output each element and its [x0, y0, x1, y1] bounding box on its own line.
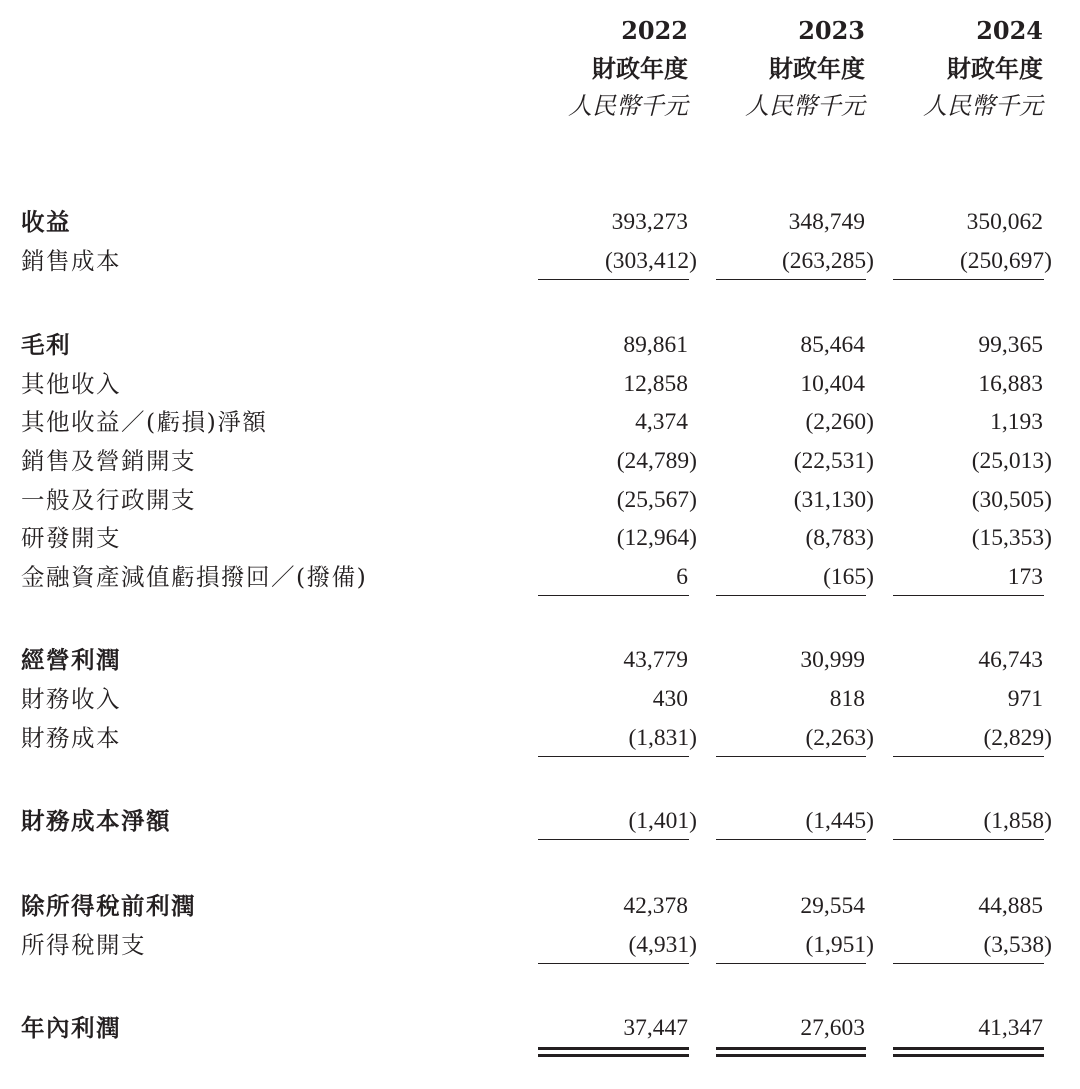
subtotal-rule: [716, 279, 866, 280]
value-cell-2022: (1,401): [628, 808, 697, 834]
value-cell-2023: 27,603: [800, 1015, 865, 1041]
row-label: 其他收入: [21, 370, 121, 398]
row-label: 研發開支: [21, 524, 121, 552]
subtotal-rule: [538, 839, 689, 840]
table-row: [0, 684, 1080, 714]
value-cell-2023: 30,999: [800, 647, 865, 673]
row-label: 一般及行政開支: [21, 486, 196, 514]
value-cell-2024: 46,743: [978, 647, 1043, 673]
value-cell-2024: 44,885: [978, 893, 1043, 919]
value-cell-2024: (25,013): [971, 448, 1052, 474]
row-label: 所得稅開支: [21, 931, 146, 959]
column-period-2022: 財政年度: [592, 54, 688, 83]
total-double-rule-top: [716, 1047, 866, 1050]
value-cell-2023: 10,404: [800, 371, 865, 397]
value-cell-2022: (25,567): [616, 487, 697, 513]
value-cell-2024: 1,193: [990, 409, 1043, 435]
value-cell-2024: (2,829): [983, 725, 1052, 751]
value-cell-2024: (30,505): [971, 487, 1052, 513]
value-cell-2023: (165): [823, 564, 874, 590]
value-cell-2022: (1,831): [628, 725, 697, 751]
total-double-rule-bottom: [893, 1054, 1044, 1057]
value-cell-2024: 16,883: [978, 371, 1043, 397]
value-cell-2023: (2,260): [805, 409, 874, 435]
row-label: 金融資產減值虧損撥回／(撥備): [21, 563, 368, 591]
table-row: [0, 407, 1080, 437]
column-year-2022: 2022: [621, 16, 688, 45]
subtotal-rule: [538, 963, 689, 964]
table-row: [0, 485, 1080, 515]
subtotal-rule: [538, 279, 689, 280]
value-cell-2022: 6: [676, 564, 688, 590]
value-cell-2022: 393,273: [611, 209, 688, 235]
table-row: [0, 207, 1080, 237]
value-cell-2024: (1,858): [983, 808, 1052, 834]
value-cell-2022: 37,447: [623, 1015, 688, 1041]
value-cell-2024: 41,347: [978, 1015, 1043, 1041]
subtotal-rule: [538, 756, 689, 757]
table-row: [0, 723, 1080, 753]
value-cell-2024: 350,062: [966, 209, 1043, 235]
value-cell-2024: (250,697): [959, 248, 1052, 274]
table-row: [0, 446, 1080, 476]
column-unit-2023: 人民幣千元: [745, 92, 865, 120]
value-cell-2022: 4,374: [635, 409, 688, 435]
value-cell-2024: (3,538): [983, 932, 1052, 958]
table-row: [0, 891, 1080, 921]
table-row: [0, 523, 1080, 553]
value-cell-2022: 42,378: [623, 893, 688, 919]
total-double-rule-top: [538, 1047, 689, 1050]
subtotal-rule: [716, 595, 866, 596]
row-label: 財務成本淨額: [21, 807, 171, 835]
subtotal-rule: [893, 279, 1044, 280]
value-cell-2024: 173: [1007, 564, 1043, 590]
subtotal-rule: [716, 963, 866, 964]
table-row: [0, 369, 1080, 399]
table-row: [0, 562, 1080, 592]
value-cell-2022: 12,858: [623, 371, 688, 397]
column-period-2023: 財政年度: [769, 54, 865, 83]
row-label: 除所得稅前利潤: [21, 892, 196, 920]
value-cell-2023: (1,445): [805, 808, 874, 834]
subtotal-rule: [893, 756, 1044, 757]
column-period-2024: 財政年度: [947, 54, 1043, 83]
value-cell-2022: (303,412): [604, 248, 697, 274]
value-cell-2023: 29,554: [800, 893, 865, 919]
total-double-rule-top: [893, 1047, 1044, 1050]
row-label: 銷售及營銷開支: [21, 447, 196, 475]
subtotal-rule: [716, 756, 866, 757]
subtotal-rule: [538, 595, 689, 596]
subtotal-rule: [716, 839, 866, 840]
value-cell-2024: 971: [1007, 686, 1043, 712]
subtotal-rule: [893, 963, 1044, 964]
value-cell-2024: 99,365: [978, 332, 1043, 358]
column-year-2023: 2023: [798, 16, 865, 45]
row-label: 經營利潤: [21, 646, 121, 674]
column-unit-2024: 人民幣千元: [923, 92, 1043, 120]
value-cell-2023: 818: [829, 686, 865, 712]
value-cell-2022: (12,964): [616, 525, 697, 551]
column-year-2024: 2024: [976, 16, 1043, 45]
row-label: 其他收益／(虧損)淨額: [21, 408, 268, 436]
value-cell-2022: (4,931): [628, 932, 697, 958]
value-cell-2022: 43,779: [623, 647, 688, 673]
total-double-rule-bottom: [538, 1054, 689, 1057]
subtotal-rule: [893, 595, 1044, 596]
row-label: 財務成本: [21, 724, 121, 752]
table-row: [0, 246, 1080, 276]
value-cell-2023: (31,130): [793, 487, 874, 513]
table-row: [0, 1013, 1080, 1043]
row-label: 收益: [21, 208, 71, 236]
table-row: [0, 930, 1080, 960]
total-double-rule-bottom: [716, 1054, 866, 1057]
table-row: [0, 806, 1080, 836]
row-label: 財務收入: [21, 685, 121, 713]
value-cell-2023: (22,531): [793, 448, 874, 474]
table-row: [0, 645, 1080, 675]
value-cell-2023: 348,749: [788, 209, 865, 235]
column-unit-2022: 人民幣千元: [568, 92, 688, 120]
value-cell-2023: (2,263): [805, 725, 874, 751]
row-label: 銷售成本: [21, 247, 121, 275]
row-label: 毛利: [21, 331, 71, 359]
value-cell-2023: (263,285): [781, 248, 874, 274]
value-cell-2023: (1,951): [805, 932, 874, 958]
value-cell-2023: 85,464: [800, 332, 865, 358]
value-cell-2023: (8,783): [805, 525, 874, 551]
value-cell-2022: 89,861: [623, 332, 688, 358]
row-label: 年內利潤: [21, 1014, 121, 1042]
value-cell-2022: (24,789): [616, 448, 697, 474]
subtotal-rule: [893, 839, 1044, 840]
table-row: [0, 330, 1080, 360]
value-cell-2022: 430: [652, 686, 688, 712]
value-cell-2024: (15,353): [971, 525, 1052, 551]
